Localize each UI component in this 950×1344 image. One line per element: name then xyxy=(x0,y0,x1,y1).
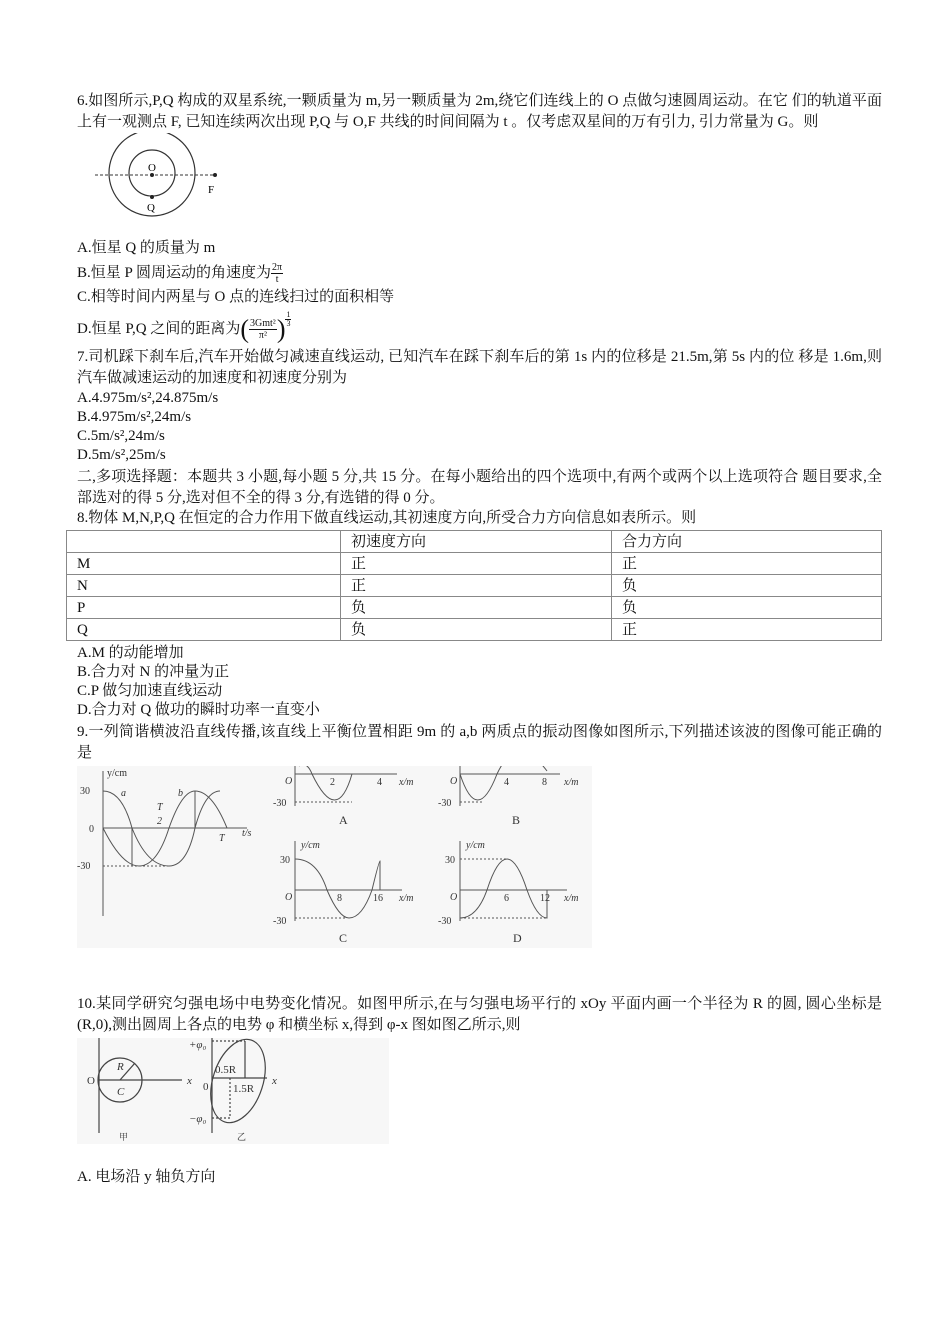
question-6-stem: 6.如图所示,P,Q 构成的双星系统,一颗质量为 m,另一颗质量为 2m,绕它们连线上的 O 点做匀速圆周运动。在它 们的轨道平面上有一观测点 F, 已知连续两次出现 P,Q 与 O,F 共线的时间间隔为 t 。仅考虑双星间的万有引力, 引力常量为 G。则 xyxy=(77,93,882,130)
cell: M xyxy=(67,553,341,575)
cell: 负 xyxy=(341,597,612,619)
cell: 正 xyxy=(341,553,612,575)
origin-label: O xyxy=(450,776,458,787)
phi-top-label: +φ₀ xyxy=(189,1039,207,1051)
q8-option-d: D.合力对 Q 做功的瞬时功率一直变小 xyxy=(77,702,320,718)
denominator: t xyxy=(275,274,279,286)
y-axis-label: y/cm xyxy=(301,840,320,851)
q10-option-a: A. 电场沿 y 轴负方向 xyxy=(77,1169,216,1185)
header-cell xyxy=(67,531,341,553)
label-o: O xyxy=(148,162,156,174)
q6-option-b-text: B.恒星 P 圆周运动的角速度为 xyxy=(77,265,272,281)
cell: 负 xyxy=(612,575,882,597)
question-10-stem: 10.某同学研究匀强电场中电势变化情况。如图甲所示,在与匀强电场平行的 xOy 平面内画一个半径为 R 的圆, 圆心坐标是(R,0),测出圆周上各点的电势 φ 和横坐标 x,得到 φ-x 图如图乙所示,则 xyxy=(77,996,882,1033)
question-8-stem: 8.物体 M,N,P,Q 在恒定的合力作用下做直线运动,其初速度方向,所受合力方向信息如表所示。则 xyxy=(77,510,697,526)
x-tick: 2 xyxy=(330,777,335,788)
table-row xyxy=(67,619,882,641)
caption-jia: 甲 xyxy=(119,1132,129,1142)
q6-option-d: D.恒星 P,Q 之间的距离为( $\frac{\text{3Gmt²}}{\text{π²}}$ ) $\frac{1}{3}$ xyxy=(77,310,291,344)
numerator: 2π xyxy=(272,262,283,274)
cell: 负 xyxy=(612,597,882,619)
period-label: T xyxy=(219,833,225,844)
wave-figures xyxy=(77,766,592,948)
table-row xyxy=(67,575,882,597)
x-axis-label: x/m xyxy=(564,893,579,904)
y-tick: 0 xyxy=(89,824,94,835)
q8-option-a: A.M 的动能增加 xyxy=(77,645,184,661)
binary-star-figure xyxy=(77,133,237,223)
x-tick: 8 xyxy=(337,893,342,904)
fraction xyxy=(249,318,277,341)
x-axis-label: t/s xyxy=(242,828,252,839)
x-axis-label: x xyxy=(272,1075,277,1087)
radius-label: R xyxy=(117,1061,124,1073)
q8-option-c: C.P 做匀加速直线运动 xyxy=(77,683,223,699)
cell: 正 xyxy=(341,575,612,597)
cell: 正 xyxy=(612,619,882,641)
phi-bottom-label: −φ₀ xyxy=(189,1113,207,1125)
q6-option-d-text: D.恒星 P,Q 之间的距离为 xyxy=(77,321,241,337)
cell: N xyxy=(67,575,341,597)
x-tick: 8 xyxy=(542,777,547,788)
q8-table xyxy=(66,530,882,641)
table-row xyxy=(67,553,882,575)
x-tick: 12 xyxy=(540,893,550,904)
section-2-instructions: 二,多项选择题：本题共 3 小题,每小题 5 分,共 15 分。在每小题给出的四个选项中,有两个或两个以上选项符合 题目要求,全部选对的得 5 分,选对但不全的得 3 分,有选错的得 0 分。 xyxy=(77,469,882,506)
table-header-row xyxy=(67,531,882,553)
exp-numerator: 1 xyxy=(286,310,291,319)
graph-b-label: B xyxy=(512,813,521,827)
y-tick: -30 xyxy=(438,916,452,927)
x-axis-label: x/m xyxy=(399,893,414,904)
electric-field-figures xyxy=(77,1038,389,1144)
graph-d-label: D xyxy=(513,931,522,945)
q6-option-b xyxy=(77,260,880,286)
y-tick: 30 xyxy=(80,786,90,797)
origin-label: O xyxy=(87,1075,95,1087)
q6-option-c: C.相等时间内两星与 O 点的连线扫过的面积相等 xyxy=(77,289,395,305)
cell: Q xyxy=(67,619,341,641)
graph-a-label: A xyxy=(339,813,348,827)
y-tick: -30 xyxy=(273,916,287,927)
x-tick: 6 xyxy=(504,893,509,904)
q6-option-a: A.恒星 Q 的质量为 m xyxy=(77,240,216,256)
x-tick: 4 xyxy=(377,777,382,788)
label-f: F xyxy=(208,184,215,196)
x-tick: 16 xyxy=(373,893,383,904)
x-axis-label: x/m xyxy=(399,777,414,788)
curve-b-label: b xyxy=(178,788,183,799)
header-cell: 合力方向 xyxy=(612,531,882,553)
zero-label: 0 xyxy=(203,1081,209,1093)
q7-option-b: B.4.975m/s²,24m/s xyxy=(77,409,192,425)
y-tick: -30 xyxy=(273,798,287,809)
q7-option-a: A.4.975m/s²,24.875m/s xyxy=(77,390,219,406)
origin-label: O xyxy=(285,892,293,903)
y-tick: -30 xyxy=(438,798,452,809)
caption-yi: 乙 xyxy=(237,1132,247,1142)
cell: 负 xyxy=(341,619,612,641)
q7-option-c: C.5m/s²,24m/s xyxy=(77,428,165,444)
exponent xyxy=(285,311,291,328)
x-axis-label: x xyxy=(187,1075,192,1087)
y-axis-label: y/cm xyxy=(466,840,485,851)
question-7-stem: 7.司机踩下刹车后,汽车开始做匀减速直线运动, 已知汽车在踩下刹车后的第 1s 内的位移是 21.5m,第 5s 内的位 移是 1.6m,则汽车做减速运动的加速度和初速度分别为 xyxy=(77,349,882,386)
header-cell: 初速度方向 xyxy=(341,531,612,553)
x-tick: 4 xyxy=(504,777,509,788)
q8-option-b: B.合力对 N 的冲量为正 xyxy=(77,664,230,680)
y-axis-label: y/cm xyxy=(107,768,127,779)
label-q: Q xyxy=(147,202,155,214)
y-tick: -30 xyxy=(77,861,91,872)
center-label: C xyxy=(117,1086,125,1098)
fraction xyxy=(271,262,283,285)
curve-a-label: a xyxy=(121,788,126,799)
denominator: π² xyxy=(258,330,267,342)
graph-c-label: C xyxy=(339,931,348,945)
q7-option-d: D.5m/s²,25m/s xyxy=(77,447,166,463)
x-axis-label: x/m xyxy=(564,777,579,788)
one-half-r-label: 1.5R xyxy=(233,1083,255,1095)
cell: P xyxy=(67,597,341,619)
y-tick: 30 xyxy=(445,855,455,866)
origin-label: O xyxy=(450,892,458,903)
numerator: 3Gmt² xyxy=(250,318,276,330)
half-r-label: 0.5R xyxy=(215,1064,237,1076)
cell: 正 xyxy=(612,553,882,575)
exp-denominator: 3 xyxy=(286,319,291,328)
half-period-num: T xyxy=(157,802,163,813)
table-row xyxy=(67,597,882,619)
question-9-stem: 9.一列简谐横波沿直线传播,该直线上平衡位置相距 9m 的 a,b 两质点的振动图像如图所示,下列描述该波的图像可能正确的是 xyxy=(77,724,882,761)
half-period-den: 2 xyxy=(157,816,162,827)
origin-label: O xyxy=(285,776,293,787)
y-tick: 30 xyxy=(280,855,290,866)
